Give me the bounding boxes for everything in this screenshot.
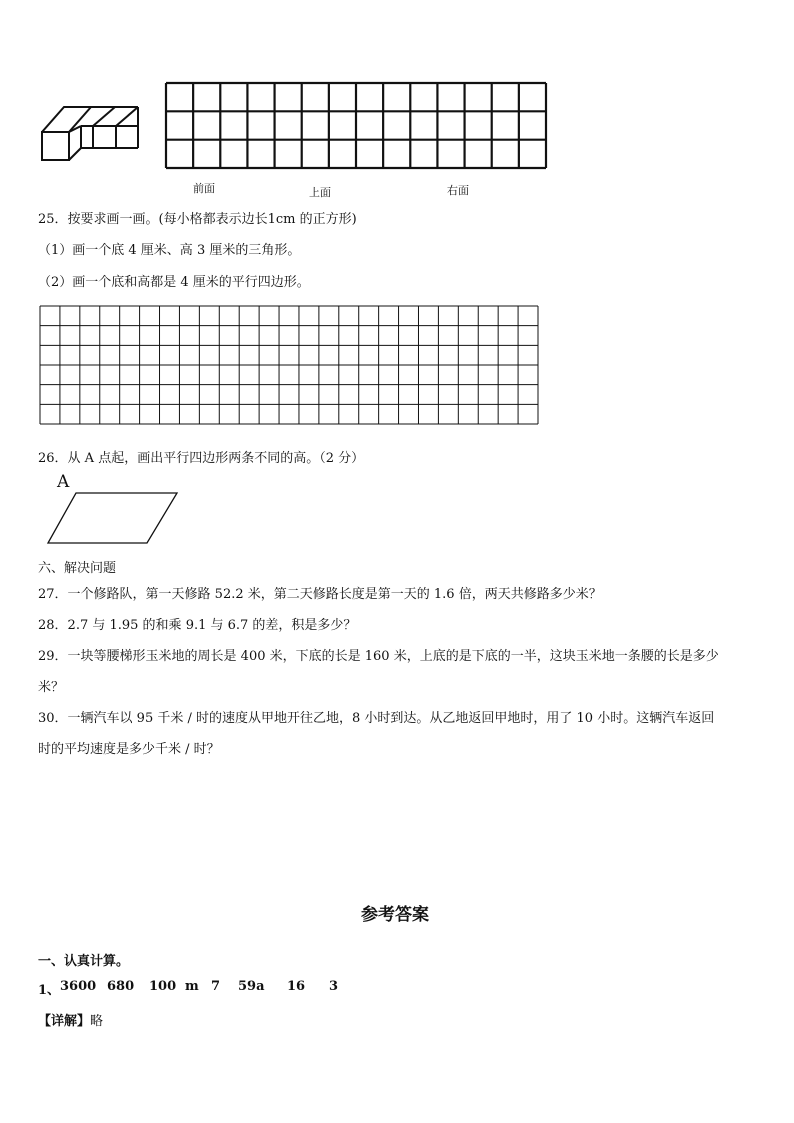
- answers-val-3: m: [185, 979, 199, 994]
- answers-detail-tag: 【详解】: [38, 1014, 91, 1029]
- label-right: 右面: [447, 184, 469, 197]
- q26-stem: 26．从 A 点起，画出平行四边形两条不同的高。（2 分）: [38, 451, 365, 466]
- section6-heading: 六、解决问题: [38, 561, 117, 576]
- answers-val-6: 16: [287, 979, 306, 994]
- answers-val-5: 59a: [238, 979, 265, 994]
- q28: 28．2.7 与 1.95 的和乘 9.1 与 6.7 的差，积是多少？: [38, 618, 357, 633]
- q25-part2: （2）画一个底和高都是 4 厘米的平行四边形。: [38, 275, 310, 290]
- q25-part1: （1）画一个底 4 厘米、高 3 厘米的三角形。: [38, 243, 301, 258]
- answers-item1-prefix: 1、: [38, 983, 61, 998]
- answers-title: 参考答案: [361, 905, 429, 925]
- drawing-grid: [40, 306, 540, 426]
- label-front: 前面: [193, 182, 215, 195]
- answers-val-1: 680: [107, 979, 135, 994]
- point-a-label: A: [57, 472, 70, 492]
- q30-line2: 时的平均速度是多少千米 / 时？: [38, 742, 220, 757]
- answers-val-7: 3: [329, 979, 339, 994]
- answers-detail-text: 略: [90, 1014, 104, 1029]
- q29-line1: 29．一块等腰梯形玉米地的周长是 400 米，下底的长是 160 米，上底的是下底的一半，这块玉米地一条腰的长是多少: [38, 649, 719, 664]
- q25-stem: 25．按要求画一画。(每小格都表示边长1cm 的正方形): [38, 212, 357, 227]
- label-top: 上面: [309, 186, 331, 199]
- answers-val-4: 7: [211, 979, 221, 994]
- answers-section1: 一、认真计算。: [38, 954, 130, 969]
- parallelogram: [46, 490, 180, 546]
- views-grid: [166, 83, 548, 170]
- q27: 27．一个修路队，第一天修路 52.2 米，第二天修路长度是第一天的 1.6 倍，两天共修路多少米？: [38, 587, 602, 602]
- answers-val-0: 3600: [60, 979, 97, 994]
- answers-detail: [38, 1010, 103, 1029]
- q30-line1: 30．一辆汽车以 95 千米 / 时的速度从甲地开往乙地，8 小时到达。从乙地返回甲地时，用了 10 小时。这辆汽车返回: [38, 711, 715, 726]
- cube-figure: [40, 104, 145, 164]
- answers-val-2: 100: [149, 979, 177, 994]
- q29-line2: 米？: [38, 680, 65, 695]
